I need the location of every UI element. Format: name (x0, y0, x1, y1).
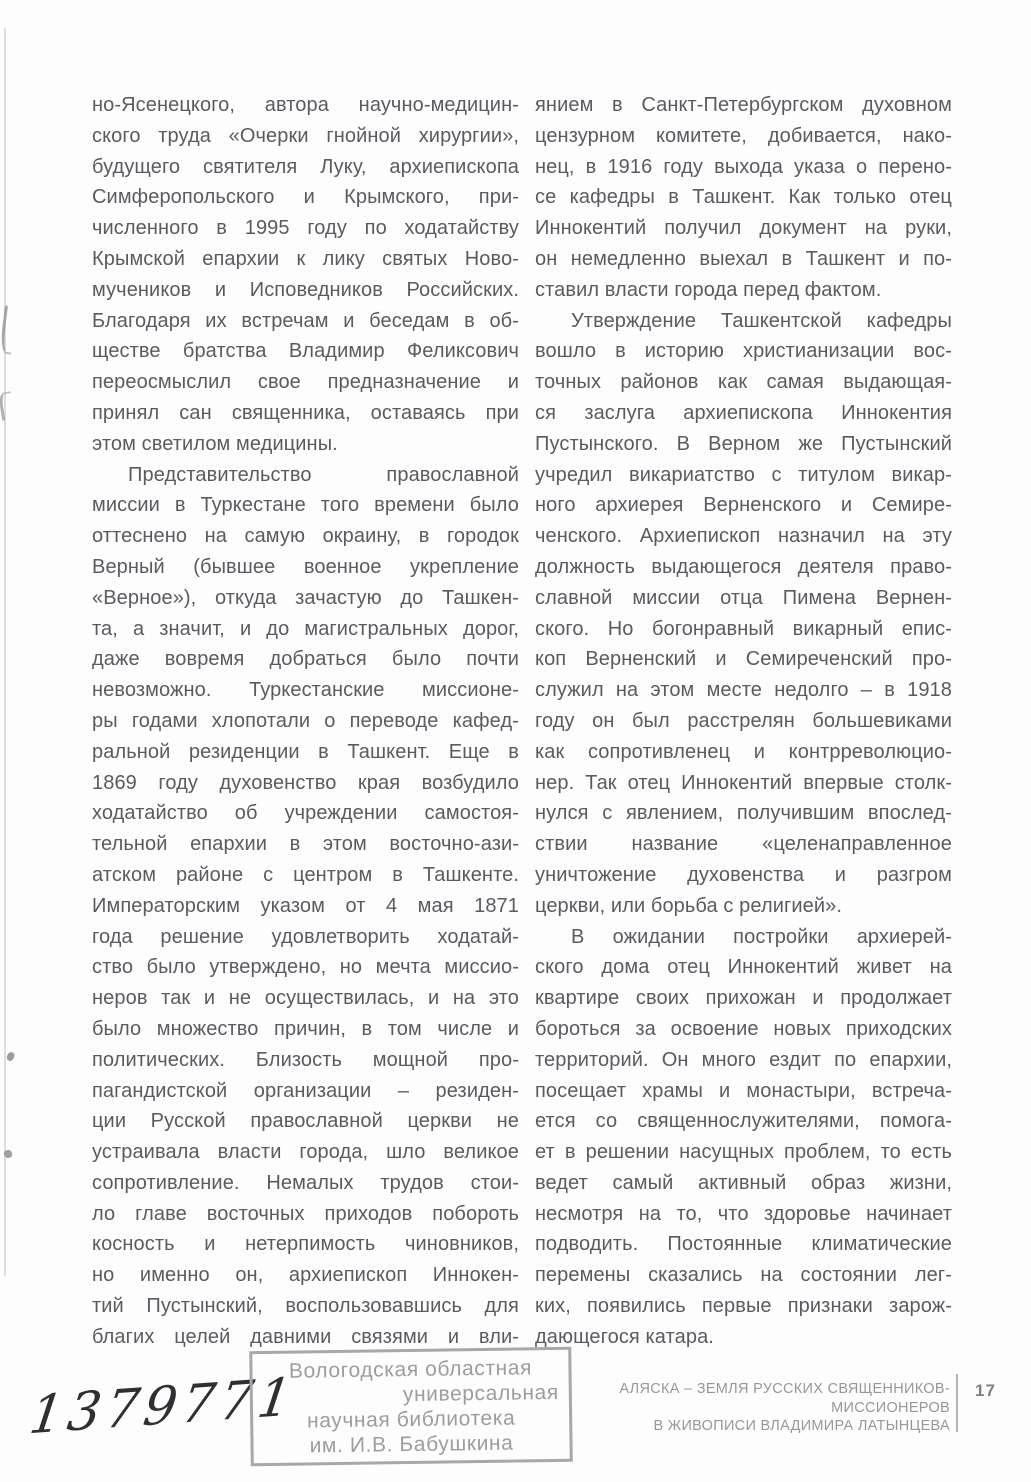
text-line: косность и нетерпимость чиновников, (92, 1233, 519, 1256)
text-line: ся заслуга архиепископа Иннокентия (535, 401, 952, 424)
text-line: численного в 1995 году по ходатайству (92, 217, 519, 240)
text-line: учредил викариатство с титулом викар- (535, 463, 952, 486)
text-line: 1869 году духовенство края возбудило (92, 771, 519, 794)
text-line: ствии название «целенаправленное (535, 833, 952, 856)
margin-mark (0, 391, 15, 421)
text-line: сопротивление. Немалых трудов стои- (92, 1171, 519, 1194)
text-line: миссии в Туркестане того времени было (92, 494, 519, 517)
text-line: служил на этом месте недолго – в 1918 (535, 679, 952, 702)
text-line: даже вовремя добраться было почти (92, 648, 519, 671)
text-line: несмотря на то, что здоровье начинает (535, 1202, 952, 1225)
text-line: невозможно. Туркестанские миссионе- (92, 679, 519, 702)
text-line: ких, появились первые признаки зарож- (535, 1295, 952, 1318)
text-line: атском районе с центром в Ташкенте. (92, 863, 519, 886)
text-line: ного архиерея Верненского и Семире- (535, 494, 952, 517)
text-line: нер. Так отец Иннокентий впервые столк- (535, 771, 952, 794)
text-columns (92, 90, 952, 1353)
margin-speck (6, 1051, 16, 1062)
text-line: ведет самый активный образ жизни, (535, 1171, 952, 1194)
text-line: перемены сказались на состоянии лег- (535, 1264, 952, 1287)
text-line: бороться за освоение новых приходских (535, 1017, 952, 1040)
text-line: вошло в историю христианизации вос- (535, 340, 952, 363)
text-line: славной миссии отца Пимена Вернен- (535, 586, 952, 609)
text-line: янием в Санкт-Петербургском духовном (535, 94, 952, 116)
text-line: территорий. Он много ездит по епархии, (535, 1048, 952, 1071)
stamp-line-3: научная библиотека (306, 1406, 516, 1433)
text-line: но именно он, архиепископ Иннокен- (92, 1264, 519, 1287)
text-line: ставил власти города перед фактом. (535, 278, 882, 301)
text-line: политических. Близость мощной про- (92, 1048, 519, 1071)
text-line: Иннокентий получил документ на руки, (535, 217, 952, 240)
caption-line-2: В ЖИВОПИСИ ВЛАДИМИРА ЛАТЫНЦЕВА (653, 1418, 950, 1434)
text-line: ского. Но богонравный викарный епис- (535, 617, 952, 640)
text-line: Благодаря их встречам и беседам в об- (92, 309, 519, 332)
text-line: тий Пустынский, воспользовавшись для (92, 1295, 519, 1318)
text-line: ществе братства Владимир Феликсович (92, 340, 519, 363)
text-line: коп Верненский и Семиреченский про- (535, 648, 952, 671)
text-line: церкви, или борьба с религией». (535, 894, 843, 917)
text-line: «Верное»), откуда зачастую до Ташкен- (92, 586, 519, 609)
stamp-line-1: Вологодская областная (288, 1356, 533, 1383)
text-line: этом светилом медицины. (92, 432, 338, 455)
text-line: году он был расстрелян большевиками (535, 709, 952, 732)
caption-line-1: АЛЯСКА – ЗЕМЛЯ РУССКИХ СВЯЩЕННИКОВ-МИССИОНЕРОВ (619, 1381, 950, 1416)
text-line: нулся с явлением, получившим впослед- (535, 802, 952, 825)
text-line: Утверждение Ташкентской кафедры (571, 309, 952, 332)
text-line: Симферопольского и Крымского, при- (92, 186, 519, 209)
text-line: будущего святителя Луку, архиепископа (92, 155, 519, 178)
text-line: должность выдающегося деятеля право- (535, 555, 952, 578)
text-line: принял сан священника, оставаясь при (92, 401, 519, 424)
text-line: ло главе восточных приходов побороть (92, 1202, 519, 1225)
text-line: уничтожение духовенства и разгром (535, 863, 952, 886)
text-line: пагандистской организации – резиден- (92, 1079, 519, 1102)
text-line: Верный (бывшее военное укрепление (92, 555, 519, 578)
text-line: ральной резиденции в Ташкент. Еще в (92, 740, 519, 763)
text-line: Пустынского. В Верном же Пустынский (535, 432, 952, 455)
text-line: Крымской епархии к лику святых Ново- (92, 247, 519, 270)
text-line: Представительство православной (128, 463, 519, 486)
page-number: 17 (975, 1381, 996, 1400)
text-line: тельной епархии в этом восточно-ази- (92, 833, 519, 856)
text-line: как сопротивленец и контрреволюцио- (535, 740, 952, 763)
page-edge-line (4, 28, 6, 1276)
article-footer-caption (520, 1380, 950, 1436)
right-column (535, 90, 952, 1353)
text-line: оттеснено на самую окраину, в городок (92, 525, 519, 548)
text-line: ции Русской православной церкви не (92, 1110, 519, 1133)
text-line: ры годами хлопотали о переводе кафед- (92, 709, 519, 732)
text-line: подводить. Постоянные климатические (535, 1233, 952, 1256)
text-line: но-Ясенецкого, автора научно-медицин- (92, 94, 519, 116)
text-line: года решение удовлетворить ходатай- (92, 925, 519, 948)
text-line: посещает храмы и монастыри, встреча- (535, 1079, 952, 1102)
text-line: ского дома отец Иннокентий живет на (535, 956, 952, 979)
text-line: точных районов как самая выдающая- (535, 371, 952, 394)
text-line: ет в решении насущных проблем, то есть (535, 1141, 952, 1164)
text-line: се кафедры в Ташкент. Как только отец (535, 186, 952, 209)
library-stamp (249, 1347, 573, 1466)
text-line: ство было утверждено, но мечта миссио- (92, 956, 519, 979)
text-line: Императорским указом от 4 мая 1871 (92, 894, 519, 917)
text-line: та, а значит, и до магистральных дорог, (92, 617, 519, 640)
text-line: цензурном комитете, добивается, нако- (535, 124, 952, 147)
stamp-line-4: им. И.В. Бабушкина (309, 1431, 514, 1458)
text-line: ского труда «Очерки гнойной хирургии», (92, 124, 519, 147)
text-line: неров так и не осуществилась, и на это (92, 987, 519, 1010)
text-line: устраивала власти города, шло великое (92, 1141, 519, 1164)
text-line: нец, в 1916 году выхода указа о перено- (535, 155, 952, 178)
text-line: он немедленно выехал в Ташкент и по- (535, 247, 952, 270)
text-line: ходатайство об учреждении самостоя- (92, 802, 519, 825)
left-column (92, 90, 519, 1353)
text-line: мучеников и Исповедников Российских. (92, 278, 519, 301)
text-line: благих целей давними связями и вли- (92, 1325, 519, 1348)
text-line: ченского. Архиепископ назначил на эту (535, 525, 952, 548)
text-line: было множество причин, в том числе и (92, 1017, 519, 1040)
text-line: квартире своих прихожан и продолжает (535, 987, 952, 1010)
text-line: дающегося катара. (535, 1325, 714, 1348)
margin-mark (0, 305, 17, 354)
text-line: ется со священнослужителями, помога- (535, 1110, 952, 1133)
text-line: переосмыслил свое предназначение и (92, 371, 519, 394)
footer-divider (956, 1374, 958, 1432)
handwritten-accession-number: 1379771 (25, 1367, 301, 1447)
stamp-line-2: универсальная (402, 1380, 559, 1407)
text-line: В ожидании постройки архиерей- (571, 925, 952, 948)
